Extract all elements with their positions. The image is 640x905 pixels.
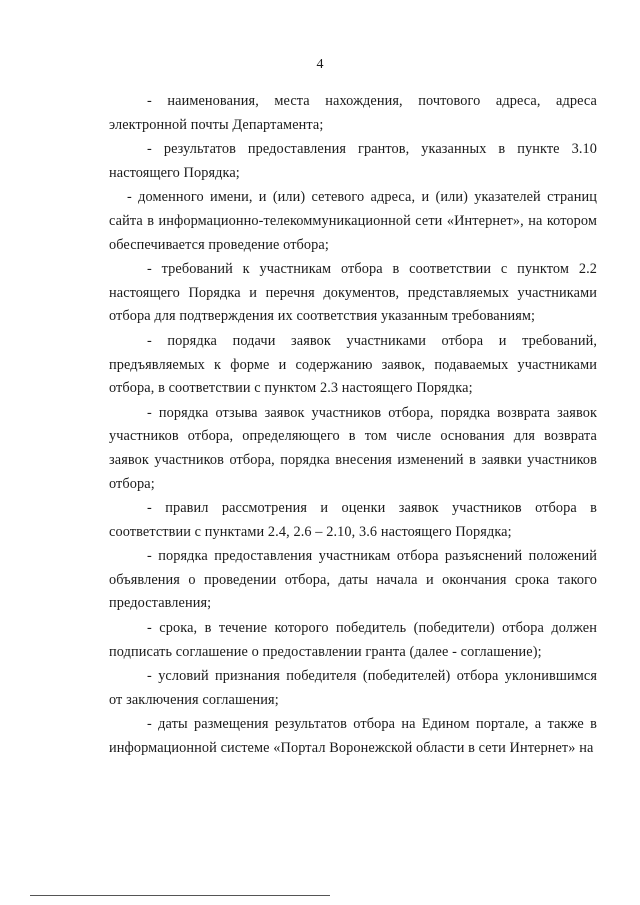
paragraph-domain-name: - доменного имени, и (или) сетевого адреса, и (или) указателей страниц сайта в информационно-телекоммуникационной сети «Интернет», на котором обеспечивается проведение отбора; [109,189,597,253]
paragraph-results-publication: - даты размещения результатов отбора на Едином портале, а также в информационной системе «Портал Воронежской области в сети Интернет» на [109,716,597,757]
paragraph-application-submission: - порядка подачи заявок участниками отбора и требований, предъявляемых к форме и содержанию заявок, подаваемых участниками отбора, в соответствии с пунктом 2.3 настоящего Порядка; [109,332,597,397]
paragraph-application-withdrawal: - порядка отзыва заявок участников отбора, порядка возврата заявок участников отбора, определяющего в том числе основания для возврата заявок участников отбора, порядка внесения изменений в заявки участников отбора; [109,404,597,492]
paragraph-evaluation-rules: - правил рассмотрения и оценки заявок участников отбора в соответствии с пунктами 2.4, 2.6 – 2.10, 3.6 настоящего Порядка; [109,500,597,540]
document-body [109,90,597,762]
paragraph-participant-requirements: - требований к участникам отбора в соответствии с пунктом 2.2 настоящего Порядка и перечня документов, представляемых участниками отбора для подтверждения их соответствия указанным требованиям; [109,261,597,325]
footer-rule [30,895,330,896]
paragraph-agreement-deadline: - срока, в течение которого победитель (победители) отбора должен подписать соглашение о предоставлении гранта (далее - соглашение); [109,620,597,660]
paragraph-clarifications: - порядка предоставления участникам отбора разъяснений положений объявления о проведении отбора, даты начала и окончания срока такого предоставления; [109,548,597,612]
page-number: 4 [316,57,324,72]
paragraph-grant-results: - результатов предоставления грантов, указанных в пункте 3.10 настоящего Порядка; [109,141,597,181]
paragraph-evasion-conditions: - условий признания победителя (победителей) отбора уклонившимся от заключения соглашения; [109,668,597,708]
paragraph-department-address: - наименования, места нахождения, почтового адреса, адреса электронной почты Департамента; [109,93,597,133]
